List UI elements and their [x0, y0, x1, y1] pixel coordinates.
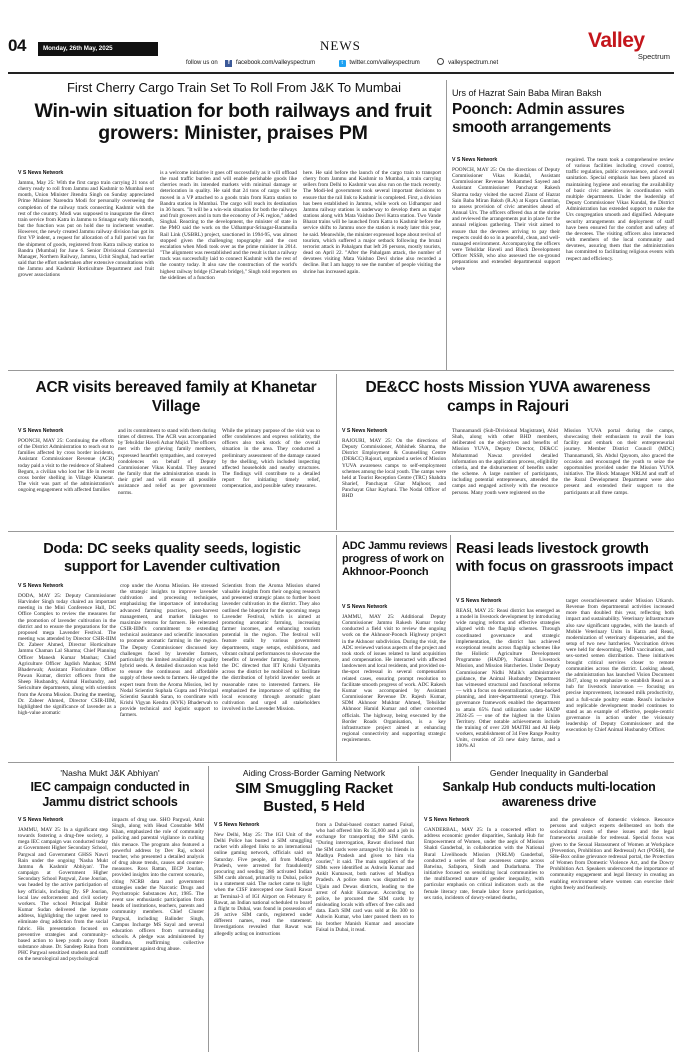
article-byline: V S News Network — [18, 583, 64, 589]
column-divider — [446, 80, 447, 370]
article-column: JAMMU, MAY 25: Additional Deputy Commissioner Jammu Rakesh Kumar today conducted a field visit to review the ongoing work on the Akhnoor-Poonch Highway project in the Akhnoor subdivision. During the visit, the ADC reviewed various aspects of the project and took stock of issues related to land acquisition and compensation. He interacted with affected landowners and local residents, and provided on-the-spot redressal in several compensation related cases, ensuring prompt resolution to facilitate smooth progress of work. ADC Rakesh Kumar was accompanied by Assistant Commissioner Revenue Dr. Rajesh Kumar, SDM Akhnoor Mukhtar Ahmed, Tehsildar Akhnoor Hamid Kumar and other concerned officials. The highway, being executed by the Border Roads Organisation, is a key infrastructure project aimed at enhancing regional connectivity and supporting strategic requirements. — [342, 614, 446, 744]
article-column: POONCH, MAY 25: On the directions of Deputy Commissioner Vikas Kundal, Assistant Commissioner Revenue Mohammed Sayeed and Assistant Commissioner Panchayat Rakesh Sharma today visited the sacred Ziarat of Hazrat Sain Baba Miran Baksh (R.A) at Kopra Guntrian, to assess provision of civic amenities ahead of Annual Urs. The officers offered dua at the shrine and reviewed the arrangements put in place for the annual religious gathering. Their visit aimed to ensure that the devotees arriving to pay their respects could do so in a peaceful, clean, and well-managed environment. Accompanying the officers were Tehsildar Haveli and Block Development Officer NSSB, who also assessed the on-ground preparations and extended departmental support where — [452, 167, 560, 272]
article-kicker: 'Nasha Mukt J&K Abhiyan' — [60, 768, 160, 778]
article-headline: ACR visits bereaved family at Khanetar Village — [35, 379, 317, 415]
column-divider — [450, 535, 451, 761]
article-column: DODA, MAY 25: Deputy Commissioner Harvinder Singh today chaired an important meeting in the Mini Conference Hall, DC Office Complex to review the measures for the promotion of lavender cultivation in the district and to ensure the preparations for the proposed mega Lavender Festival. The meeting was attended by Director CSIR-IIIM Dr. Zabeer Ahmed, Director Horticulture Jammu Chaman Lal Sharma; Chief Planning Officer Manesh Kumar Manhas; Chief Agriculture Officer Jagdish Manhas; SDM Bhaderwah; Assistant Floriculture Officer Pawan Kumar, district officers from the Sheep Husbandry, Animal Husbandry, and Sericulture departments, along with scientists from the Aroma Mission. During the meeting, Dr. Zabeer Ahmed, Director CSIR-IIIM, highlighted the significance of lavender as a high-value aromatic — [18, 593, 116, 716]
article-column: Jammu, May 25: With the first cargo train carrying 21 tons of cherry ready to roll from Jammu and Kashmir to Mumbai next month, Union Minister Jitendra Singh on Sunday appreciated Prime Minister Narendra Modi for personally overseeing the completion of the railway track connecting Kashmir with the rest of the country. Modi was supposed to inaugurate the direct train service from Katra in Jammu to Srinagar early this month, but the function was put on hold due to inclement weather. However, the newly created Jammu railway division has got its first VP indent, a request for allocation of a full parcel van for the shipment of goods, registered from Katra railway station to Bandra (Mumbai) for June 6. Senior Divisional Commercial Manager, Northern Railway, Jammu, Uchit Singhal, had earlier said that the effort undertaken after extensive consultations with the Jammu and Kashmir Horticulture Department and fruit grower associations — [18, 180, 154, 279]
column-divider — [336, 374, 337, 530]
article-column: REASI, MAY 25: Reasi district has emerged as a model in livestock development by introducing wide ranging reforms and effective strategies aligned with the flagship schemes. Through coordinated governance and strategic implementation, the district has achieved exceptional results across flagship schemes like the Holistic Agriculture Development Programme (HADP), National Livestock Mission, and Mission Hatcheries. Under Deputy Commissioner Nidhi Malik's administrative guidance, the Animal Husbandry Department has witnessed structural and functional reforms — with a focus on decentralization, data-backed planning, and inter-departmental synergy. This governance framework enabled the department to attain 65% fund utilization under HADP 2024-25 — one of the highest in the Union Territory. Other notable achievements include the training of over 220 MAITRI and AI Help workers, establishment of 34 Free Range Poultry Units, creation of 23 new dairy farms, and a 100% AI — [456, 608, 560, 750]
article-byline: V S News Network — [456, 598, 502, 604]
article-kicker: Aiding Cross-Border Gaming Network — [242, 768, 386, 778]
article-column: here. He said before the launch of the cargo train to transport cherry from Jammu and Kashmir to Mumbai, a train carrying sellers from Delhi to Kashmir was also run on the track recently. The Modi-led government took several important decisions to ensure that the rail link to Kashmir is completed. First, a division has been established in Jammu, while work on Udhampur and Jammu railway stations is underway to develop them as major stations along with Mata Vaishno Devi Katra station. Two Vande Bharat trains will be launched from Katra to Kashmir before the service shifts to Jammu once the station is ready later this year, he said. Meanwhile, the minister expressed hope about revival of tourism, which suffered a major setback following the brutal terrorist attack in Pahalgam that left 26 persons, mostly tourists, dead on April 22. "After the Pahalgam attack, the number of devotees visiting Mata Vaishno Devi shrine also recorded a decline. But I am happy to see the number of people visiting the shrine has increased again. — [303, 170, 441, 275]
article-headline: ADC Jammu reviews progress of work on Akhnoor-Poonch — [342, 540, 448, 578]
article-column: Scientists from the Aroma Mission shared valuable insights from their ongoing research and presented strategic plans to further boost lavender cultivation in the district. They also outlined the blueprint for the upcoming mega Lavender Festival, which is aimed at promoting aromatic farming, increasing farmer incomes, and enhancing tourism potential in the region. The festival will feature stalls by various government departments, stage setups, exhibitions, and vibrant cultural performances to showcase the benefits of lavender farming. Furthermore, the DC directed that IIT Krishi Udyamita across the district be mobilized to facilitate the distribution of hybrid lavender seeds at reasonable rates to interested farmers. He emphasized the importance of uplifting the local economy through aromatic plant cultivation and urged all stakeholders involved in the Lavender Mission. — [222, 583, 320, 713]
globe-icon — [437, 58, 444, 65]
section-name: NEWS — [320, 38, 361, 53]
follow-us-label: follow us on — [186, 60, 218, 66]
section-rule — [8, 531, 674, 532]
column-divider — [336, 535, 337, 761]
article-column: crop under the Aroma Mission. He stressed the strategic insights to improve lavender cultivation and processing techniques, emphasizing the importance of introducing advanced farming practices, post-harvest management, and market linkages to maximize returns for farmers. He reiterated CSIR-IIIM's commitment to extending technical assistance and scientific innovation to promote aromatic farming in the region. The Deputy Commissioner discussed key challenges faced by lavender farmers, particularly the limited availability of quality hybrid seeds. A detailed discussion was held to ensure the continuous and affordable supply of these seeds to farmers. He urged the expert team from the Aroma Mission, led by Nodal Scientist Suphala Gupta and Principal Scientist Saurabh Saran, to coordinate with Krishi Vigyan Kendra (KVK) Bhaderwah to provide technical and logistic support to farmers. — [120, 583, 218, 719]
article-column: While the primary purpose of the visit was to offer condolences and express solidarity, the officers also took stock of the overall situation in the area. They conducted a preliminary assessment of the damage caused by the shelling, which included inspecting affected households and nearby structures. The findings will contribute to a detailed report for initiating timely relief, compensation, and possible safety measures. — [222, 428, 320, 490]
article-column: New Delhi, May 25: The IGI Unit of the Delhi Police has busted a SIM smuggling racket with alleged links to an international online gaming network, officials said on Saturday. Five people, all from Madhya Pradesh, were arrested for fraudulently procuring and sending 386 activated Indian SIM cards abroad, primarily to Dubai, police in a statement said. The racket came to light when the CISF intercepted one Sunil Rawat at Terminal-3 of IGI Airport on February 8. Rawat, an Indian national scheduled to board a flight to Dubai, was found in possession of 26 active SIM cards, registered under different names, read the statement. Investigations revealed that Rawat was allegedly acting on instructions — [214, 832, 312, 937]
article-column: from a Dubai-based contact named Faisal, who had offered him Rs 35,000 and a job in exchange for transporting the SIM cards. "During interrogation, Rawat disclosed that the SIM cards were arranged by his friends in Madhya Pradesh and given to him via courier," it said. The main suppliers of the SIMs were identified as Ashwin Kumar and Ankit Kumawat, both natives of Madhya Pradesh. A police team was dispatched to Ujjain and Dewas districts, leading to the arrest of Ankit Kumawat. According to police, he procured the SIM cards by misleading locals with offers of free calls and data. Each SIM card was sold at Rs 300 to Ashwin Kumar, who later passed them on to his brother Manish Kumar and associate Faisal in Dubai, it read. — [316, 822, 414, 933]
section-rule — [8, 370, 674, 371]
twitter-icon: t — [339, 60, 346, 67]
article-byline: V S News Network — [214, 822, 260, 828]
article-kicker: Gender Inequality in Ganderbal — [489, 768, 609, 778]
logo — [588, 30, 674, 70]
article-headline: Poonch: Admin assures smooth arrangements — [452, 101, 625, 136]
page-number: 04 — [8, 36, 26, 55]
article-column: Thannamandi (Sub-Divisional Magistrate), Abid Shah, along with other BHD members, deliberated on the objectives and benefits of Mission YUVA, Deputy Director, DE&CC Mohammad Nawaz provided detailed information on the application process, eligibility criteria, and the disbursement of benefits under the scheme. A large number of participants, including potential entrepreneurs, attended the camps and engaged actively with the resource persons. Many youth were registered on the — [452, 428, 558, 496]
article-column: and its commitment to stand with them during times of distress. The ACR was accompanied by Tehsildar Haveli Azhar Majid. The officers met with the grieving family members, expressed heartfelt sympathies, and conveyed condolences on behalf of Deputy Commissioner Vikas Kundal. They assured the family that the administration stands in their grief and will ensure all possible assistance and relief as per government norms. — [118, 428, 216, 496]
column-divider — [208, 766, 209, 1052]
facebook-icon: f — [225, 60, 232, 67]
article-byline: V S News Network — [342, 428, 388, 434]
article-headline: IEC campaign conducted in Jammu district schools — [30, 780, 190, 809]
article-kicker: Urs of Hazrat Sain Baba Miran Baksh — [452, 88, 602, 98]
article-column: Mission YUVA portal during the camps, showcasing their enthusiasm to avail the loan facility and embark on their entrepreneurial journey. Member District Council (MDC) Thannamandi, Sh. Abdul Qayoom, also graced the occasion and encouraged the youth to seize the opportunities provided under the Mission YUVA initiative. The Block Manager NRLM and staff of the Rural Development Department were also present and extended their support to the participants at all three camps. — [564, 428, 674, 496]
logo-sub: Spectrum — [637, 52, 670, 61]
article-byline: V S News Network — [452, 157, 498, 163]
article-headline: Win-win situation for both railways and fruit growers: Minister, praises PM — [34, 100, 432, 144]
header-rule — [8, 72, 674, 74]
website-link[interactable]: valleyspectrum.net — [448, 60, 499, 66]
article-column: target overachievement under Mission Utkarsh. Revenue from departmental activities increased more than doubled this year, reflecting both impact and sustainability. Veterinary infrastructure also saw significant upgrades, with the launch of Mobile Veterinary Units in Katra and Reasi, modernization of veterinary dispensaries, and the setup of two new hatcheries. Vaccination drives were held for deworming, FMD vaccinations, and sex-sorted semen distribution. These initiatives brought critical services closer to remote communities across the district. Looking ahead, the administration has launched Vision Document 2047, along to emphasize to establish Reasi as a hub for livestock innovation — focusing on precise improvement, increased milk productivity, and a full-scale poultry estate. Reasi's inclusive and replicable development model continues to stand as an example of effective, people-centric governance in action under the visionary leadership of Deputy Commissioner and the execution by Chief Animal Husbandry Officer. — [566, 598, 674, 734]
article-byline: V S News Network — [342, 604, 388, 610]
article-column: required. The team took a comprehensive review of various facilities including crowd control, traffic regulation, public convenience, and overall sanitation. Special emphasis has been placed on maintaining hygiene and ensuring the availability of basic civic amenities in coordination with multiple departments. Under the leadership of Deputy Commissioner Vikas Kundal, the District Administration has extended support to make the Urs congregation smooth and dignified. Adequate security arrangements and deployment of staff have been ensured for the comfort and safety of the devotees. The visiting officers also interacted with members of the local community and devotees, assuring them that the administration has committed to facilitating religious events with respect and efficiency. — [566, 157, 674, 262]
article-headline: SIM Smuggling Racket Busted, 5 Held — [235, 780, 393, 815]
article-headline: Sankalp Hub conducts multi-location awareness drive — [442, 780, 656, 809]
article-column: GANDERBAL, MAY 25: In a concerted effort to address economic gender disparities, Sankalp Hub for Empowerment of Women, under the aegis of Mission Shakti Ganderbal, in collaboration with the National Rural Livelihoods Mission (NRLM) Ganderbal, conducted a series of four awareness camps across Batwina, Safapora, Sindh and Dudarhama. The initiative focused on sensitizing local communities to the multifaceted nature of gender inequality, with particular emphasis on critical indicators such as the female literacy rate, female labor force participation, sex ratio, incidents of dowry-related deaths, — [424, 827, 544, 901]
date-bar: Monday, 26th May, 2025 — [38, 42, 158, 56]
article-column: is a welcome initiative it goes off successfully as it will offload the road traffic burden and will enable perishable goods like cherries reach its intended markets with minimal damage or deterioration in quality. He said that 24 tons of cargo will be moved in a VP attached to a goods train from Katra station to Bandra station in Mumbai. The cargo will reach its destination in 36 hours. "It will be a win-win situation for both the railways and fruit growers and in turn the economy of J-K region," added Singhal. Reacting to the development, the minister of state in the PMO said the work on the Udhampur-Srinagar-Baramulla Rail Link (USBRL) project, sanctioned in 1994-95, was almost stopped given the challenging topography and the cost escalation when Modi took over as the prime minister in 2014. "The alignment was reestablished and the result is that a railway track was successfully laid to connect Kashmir with the rest of the country today. It also saw the construction of the world's highest railway bridge (Chenab bridge)," Singh told reporters on the sidelines of a function — [160, 170, 297, 281]
article-column: RAJOURI, MAY 25: On the directions of Deputy Commissioner, Abhishek Sharma, the District Employment & Counselling Centre (DE&CC) Rajouri, organized a series of Mission YUVA awareness camps to self-employment schemes among the local youth. The camps were held at Tourist Reception Centre (TRC) Shahdra Sharief, Panchayat Ghar Majhoor, and Panchayat Ghar Kayhani. The Nodal Officer of BHD — [342, 438, 446, 500]
article-column: POONCH, MAY 25: Continuing the efforts of the District Administration to reach out to families affected by cross border incidents, Assistant Commissioner Revenue (ACR) today paid a visit to the residence of Shaheed Begum, a civilian who lost her life in recent cross border shelling in Village Khanetar. The visit was part of the administration's ongoing engagement with affected families — [18, 438, 114, 494]
article-kicker: First Cherry Cargo Train Set To Roll From J&K To Mumbai — [66, 80, 401, 95]
article-column: JAMMU, MAY 25: In a significant step towards fostering a drug-free society, a mega IEC campaign was conducted today at Government Higher Secondary School, Pargwal and Government GHSS Nawri Rain under the ongoing 'Nasha Mukt Jammu & Kashmir Abhiyan'. The campaign at Government Higher Secondary School Pargwal, Zone Jourian, was headed by the active participation of key officials, including Dy. SP Jourian, local law enforcement and civil society workers. The school Principal Balbir Kumar Sudan delivered the keynote address, highlighting the urgent need to eliminate drug addiction from the social fabric. His presentation focused on preventive strategies and community-based action to keep youth away from substance abuse. Dr. Sandeep Raina from PHC Pargwal sensitized students and staff on the neurological and psychological — [18, 827, 108, 963]
section-rule — [8, 762, 674, 763]
article-byline: V S News Network — [424, 817, 470, 823]
facebook-link[interactable]: facebook.com/valleyspectrum — [236, 60, 316, 66]
logo-main: Valley — [588, 29, 645, 52]
article-headline: Reasi leads livestock growth with focus on grassroots impact — [456, 541, 673, 575]
article-headline: DE&CC hosts Mission YUVA awareness camps in Rajouri — [365, 379, 651, 415]
article-byline: V S News Network — [18, 428, 64, 434]
article-byline: V S News Network — [18, 817, 64, 823]
article-column: impacts of drug use. SHO Pargwal, Amit Singh, along with Head Constable MM Khan, emphasized the role of community policing and parental vigilance in curbing this menace. The program also featured a powerful address by Dev Raj, school teacher, who presented a detailed analysis of drug abuse trends, causes and counter-measures. Ross Rattan, IECP Jourian, provided insights into the current scenario, citing NCRB data and government strategies under the Narcotic Drugs and Psychotropic Substances Act, 1985. The event saw enthusiastic participation from heads of institutions, teachers, parents and community members. Chief Cluster Pargwal, including Balinder Singh, Campus Incharge MS Sayal and several education officers from surrounding schools. A pledge was administered by Bandhna, reaffirming collective commitment against drug abuse. — [112, 817, 204, 953]
twitter-link[interactable]: twitter.com/valleyspectrum — [349, 60, 420, 66]
social-bar — [186, 58, 498, 68]
article-byline: V S News Network — [18, 170, 64, 176]
article-column: and the prevalence of domestic violence. Resource persons and subject experts deliberated on both the sociocultural roots of these issues and the legal frameworks available for redressal. Special focus was given to the Sexual Harassment of Women at Workplace (Prevention, Prohibition and Redressal) Act (POSH), the SHe-Box online grievance redressal portal, the Protection of Women from Domestic Violence Act, and the Dowry Prohibition Act. Speakers underscored the importance of community engagement and legal literacy in creating an enabling environment where women can exercise their rights freely and fearlessly. — [550, 817, 674, 891]
article-headline: Doda: DC seeks quality seeds, logistic support for Lavender cultivation — [43, 541, 301, 575]
column-divider — [418, 766, 419, 1052]
